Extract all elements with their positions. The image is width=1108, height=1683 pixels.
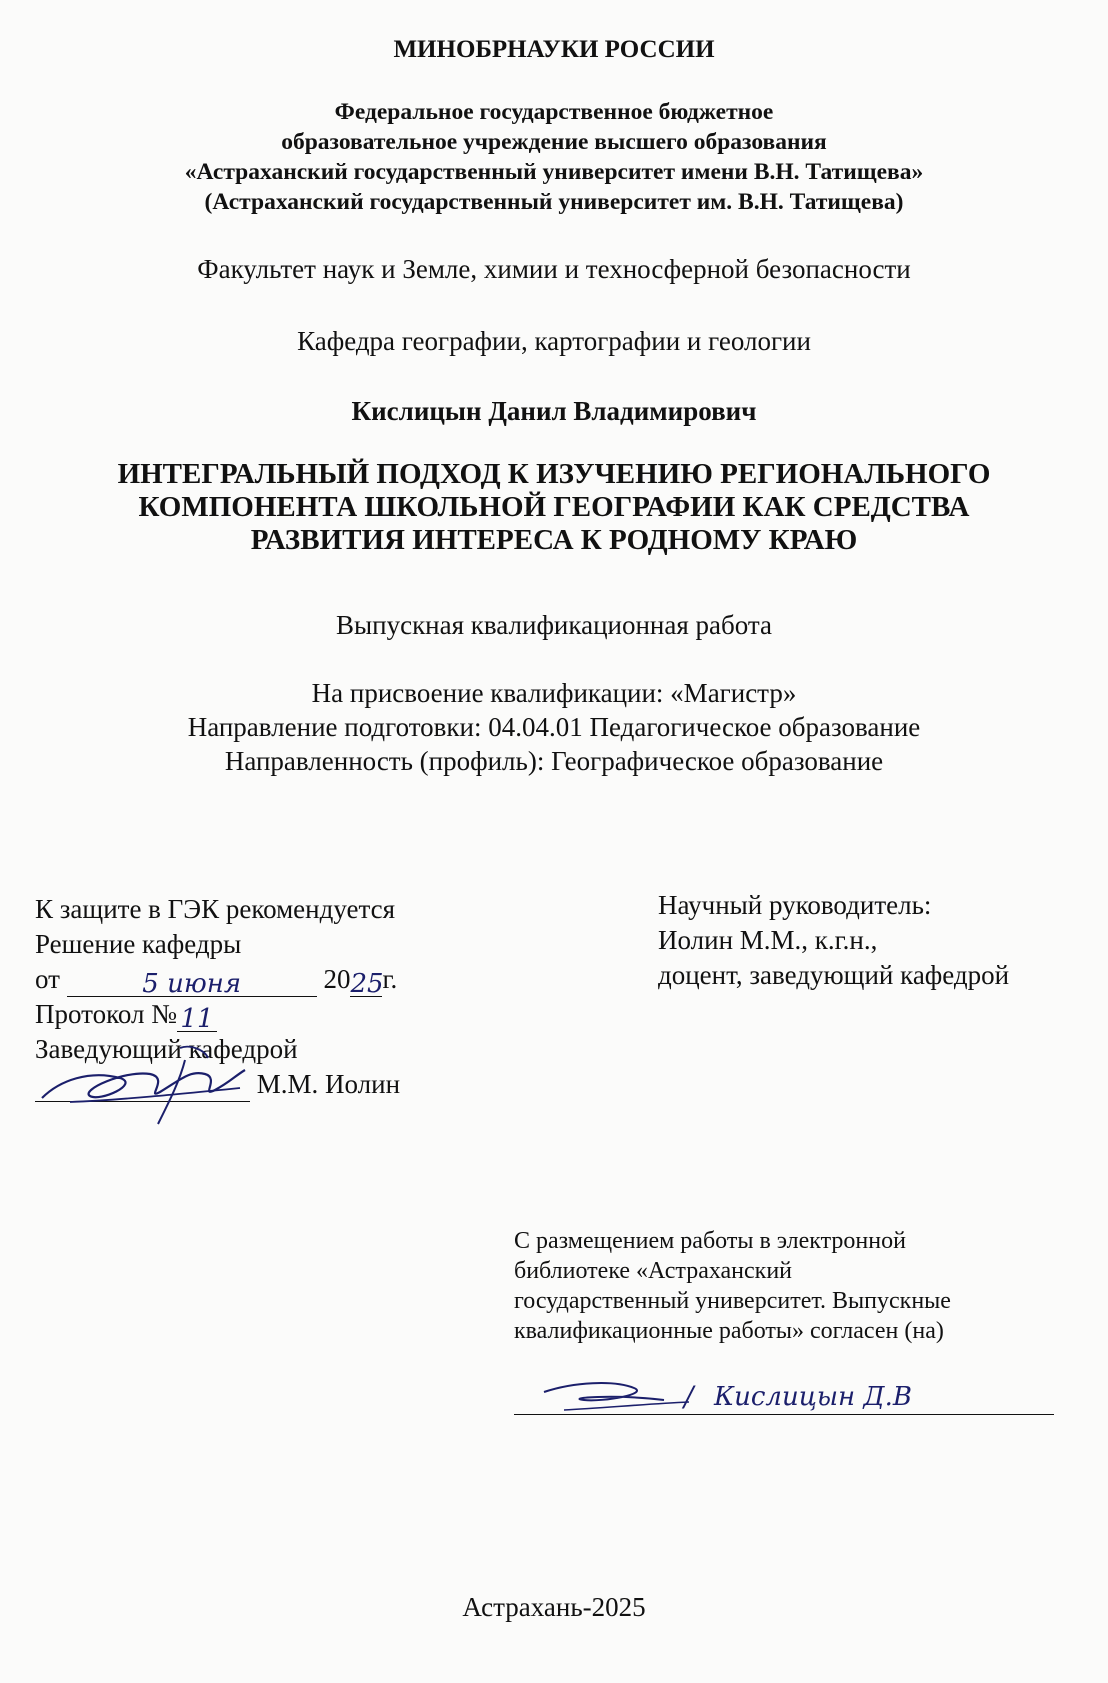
consent-line: библиотеке «Астраханский bbox=[514, 1258, 793, 1284]
handwritten-student-name: Кислицын Д.В bbox=[714, 1382, 912, 1412]
qualification-info bbox=[0, 676, 1108, 778]
institution-line: «Астраханский государственный университет имени В.Н. Татищева» bbox=[184, 159, 924, 185]
city-year: Астрахань-2025 bbox=[462, 1592, 646, 1622]
ministry-heading: МИНОБРНАУКИ РОССИИ bbox=[393, 36, 715, 63]
year-field bbox=[350, 966, 382, 997]
year-suffix: г. bbox=[382, 964, 398, 994]
title-line: КОМПОНЕНТА ШКОЛЬНОЙ ГЕОГРАФИИ КАК СРЕДСТВА bbox=[138, 491, 970, 523]
institution-line: образовательное учреждение высшего образования bbox=[281, 129, 827, 155]
handwritten-protocol-number: 11 bbox=[180, 1004, 214, 1034]
consent-line: квалификационные работы» согласен (на) bbox=[514, 1318, 944, 1344]
library-consent-block bbox=[514, 1226, 1074, 1346]
faculty-name: Факультет наук и Земле, химии и техносферной безопасности bbox=[197, 254, 911, 284]
supervisor-position: доцент, заведующий кафедрой bbox=[658, 960, 1010, 990]
department-name: Кафедра географии, картографии и геологии bbox=[297, 326, 811, 356]
head-signature-image bbox=[30, 1040, 260, 1130]
institution-line: (Астраханский государственный университет им. В.Н. Татищева) bbox=[204, 189, 904, 215]
profile-line: Направленность (профиль): Географическое образование bbox=[224, 746, 884, 776]
consent-line: С размещением работы в электронной bbox=[514, 1228, 906, 1254]
handwritten-date: 5 июня bbox=[142, 969, 242, 999]
title-line: ИНТЕГРАЛЬНЫЙ ПОДХОД К ИЗУЧЕНИЮ РЕГИОНАЛЬНОГО bbox=[117, 458, 991, 490]
consent-line: государственный университет. Выпускные bbox=[514, 1288, 951, 1314]
recommendation-text: К защите в ГЭК рекомендуется bbox=[35, 894, 396, 924]
head-name: М.М. Иолин bbox=[256, 1069, 401, 1099]
protocol-line bbox=[35, 997, 475, 1032]
date-line bbox=[35, 962, 475, 997]
date-field bbox=[67, 966, 317, 997]
supervisor-block bbox=[658, 888, 1009, 993]
consent-separator: / bbox=[684, 1380, 694, 1413]
handwritten-year: 25 bbox=[350, 969, 384, 999]
decision-text: Решение кафедры bbox=[35, 929, 242, 959]
student-signature-image bbox=[524, 1374, 694, 1414]
protocol-label: Протокол № bbox=[35, 999, 177, 1029]
institution-name bbox=[0, 97, 1108, 217]
consent-signature-line bbox=[514, 1380, 1054, 1415]
protocol-field bbox=[177, 1001, 217, 1032]
supervisor-name: Иолин М.М., к.г.н., bbox=[658, 925, 878, 955]
qualification-line: На присвоение квалификации: «Магистр» bbox=[311, 678, 797, 708]
title-line: РАЗВИТИЯ ИНТЕРЕСА К РОДНОМУ КРАЮ bbox=[250, 524, 858, 556]
institution-line: Федеральное государственное бюджетное bbox=[334, 99, 774, 125]
year-prefix: 20 bbox=[323, 964, 351, 994]
direction-line: Направление подготовки: 04.04.01 Педагогическое образование bbox=[187, 712, 921, 742]
author-name: Кислицын Данил Владимирович bbox=[351, 396, 757, 426]
thesis-title bbox=[40, 458, 1068, 557]
head-label: Заведующий кафедрой bbox=[35, 1034, 298, 1064]
date-prefix: от bbox=[35, 964, 60, 994]
work-type: Выпускная квалификационная работа bbox=[335, 610, 773, 640]
supervisor-label: Научный руководитель: bbox=[658, 890, 932, 920]
